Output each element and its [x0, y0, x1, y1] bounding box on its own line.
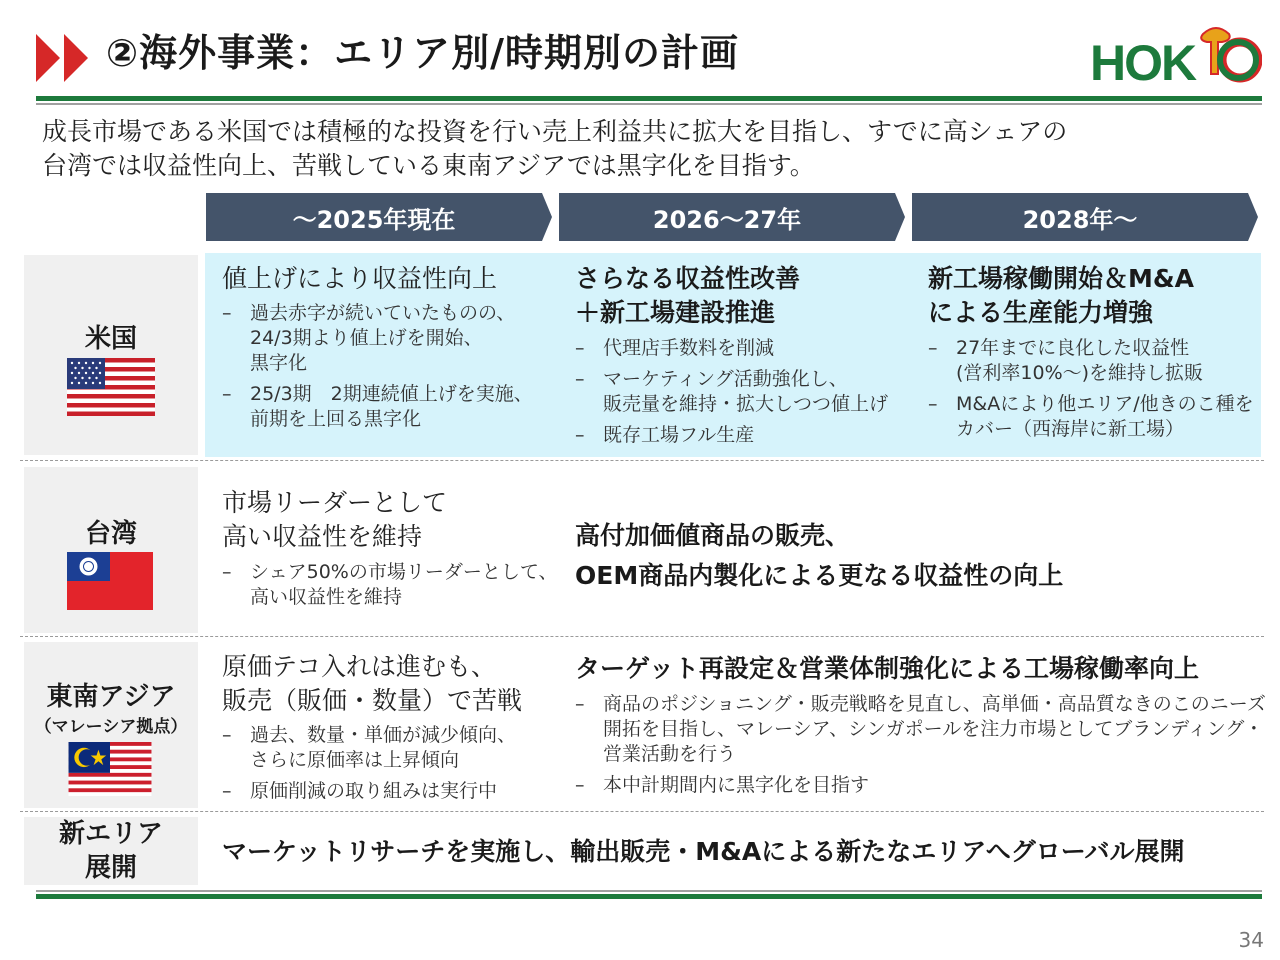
taiwan-c1-head: 市場リーダーとして 高い収益性を維持 — [222, 488, 448, 551]
us-label: 米国 — [84, 324, 137, 354]
us-c2-head: さらなる収益性改善 ＋新工場建設推進 — [575, 264, 801, 327]
page-number: 34 — [1238, 928, 1264, 952]
us-c2-bullets — [575, 336, 888, 454]
taiwan-c1-bullets — [222, 560, 557, 616]
sea-c1-bullets — [222, 723, 516, 810]
list-item: – シェア50%の市場リーダーとして、 高い収益性を維持 — [222, 560, 557, 610]
taiwan-flag-icon — [67, 552, 153, 610]
taiwan-c2-head: 高付加価値商品の販売、 OEM商品内製化による更なる収益性の向上 — [575, 521, 1064, 590]
footer-rule — [36, 894, 1262, 899]
lead-line-1: 成長市場である米国では積極的な投資を行い売上利益共に拡大を目指し、すでに高シェアの — [42, 117, 1068, 146]
lead-line-2: 台湾では収益性向上、苦戦している東南アジアでは黒字化を目指す。 — [42, 151, 815, 180]
sea-label: 東南アジア — [46, 682, 176, 712]
row-divider — [20, 636, 1264, 637]
list-item: – 既存工場フル生産 — [575, 423, 888, 448]
list-item: – 過去赤字が続いていたものの、 24/3期より値上げを開始、 黒字化 — [222, 301, 533, 376]
sea-sublabel: （マレーシア拠点） — [34, 717, 188, 737]
page-title: ②海外事業：エリア別/時期別の計画 — [106, 31, 740, 75]
us-c3-head: 新工場稼働開始＆M&A による生産能力増強 — [928, 264, 1195, 327]
list-item: – 27年までに良化した収益性 (営利率10%～)を維持し拡販 — [928, 336, 1254, 386]
list-item: – マーケティング活動強化し、 販売量を維持・拡大しつつ値上げ — [575, 367, 888, 417]
us-flag-icon — [67, 358, 155, 416]
us-c1-bullets — [222, 301, 533, 438]
malaysia-flag-icon — [67, 742, 153, 796]
list-item: – 25/3期 2期連続値上げを実施、 前期を上回る黒字化 — [222, 382, 533, 432]
header-rule-thin — [36, 103, 1262, 105]
title-arrow-icon — [36, 34, 96, 82]
period-header-2026: 2026～27年 — [559, 193, 905, 241]
hokto-logo — [1090, 24, 1262, 86]
list-item: – 過去、数量・単価が減少傾向、 さらに原価率は上昇傾向 — [222, 723, 516, 773]
new-area-text: マーケットリサーチを実施し、輸出販売・M&Aによる新たなエリアへグローバル展開 — [222, 837, 1185, 866]
list-item: – 本中計期間内に黒字化を目指す — [575, 773, 1266, 798]
sea-c2-head: ターゲット再設定＆営業体制強化による工場稼働率向上 — [575, 654, 1200, 683]
list-item: – M&Aにより他エリア/他きのこ種を カバー（西海岸に新工場） — [928, 392, 1254, 442]
row-divider — [20, 811, 1264, 812]
list-item: – 商品のポジショニング・販売戦略を見直し、高単価・高品質なきのこのニーズ 開拓を目指し、マレーシア、シンガポールを注力市場としてブランディング・ 営業活動を行う — [575, 692, 1266, 767]
svg-text:HOK: HOK — [1090, 35, 1196, 86]
period-header-2025: ～2025年現在 — [206, 193, 552, 241]
list-item: – 代理店手数料を削減 — [575, 336, 888, 361]
sea-c2-bullets — [575, 692, 1266, 804]
us-c3-bullets — [928, 336, 1254, 448]
taiwan-label: 台湾 — [84, 519, 137, 549]
lead-text — [42, 115, 1067, 183]
period-header-2028: 2028年～ — [912, 193, 1258, 241]
footer-rule-thin — [36, 890, 1262, 892]
new-area-label: 新エリア 展開 — [58, 819, 163, 883]
sea-c1-head: 原価テコ入れは進むも、 販売（販価・数量）で苦戦 — [222, 652, 523, 715]
row-divider — [20, 460, 1264, 461]
us-c1-head: 値上げにより収益性向上 — [222, 264, 498, 293]
header-rule — [36, 96, 1262, 101]
us-label-cell — [24, 255, 198, 455]
list-item: – 原価削減の取り組みは実行中 — [222, 779, 516, 804]
